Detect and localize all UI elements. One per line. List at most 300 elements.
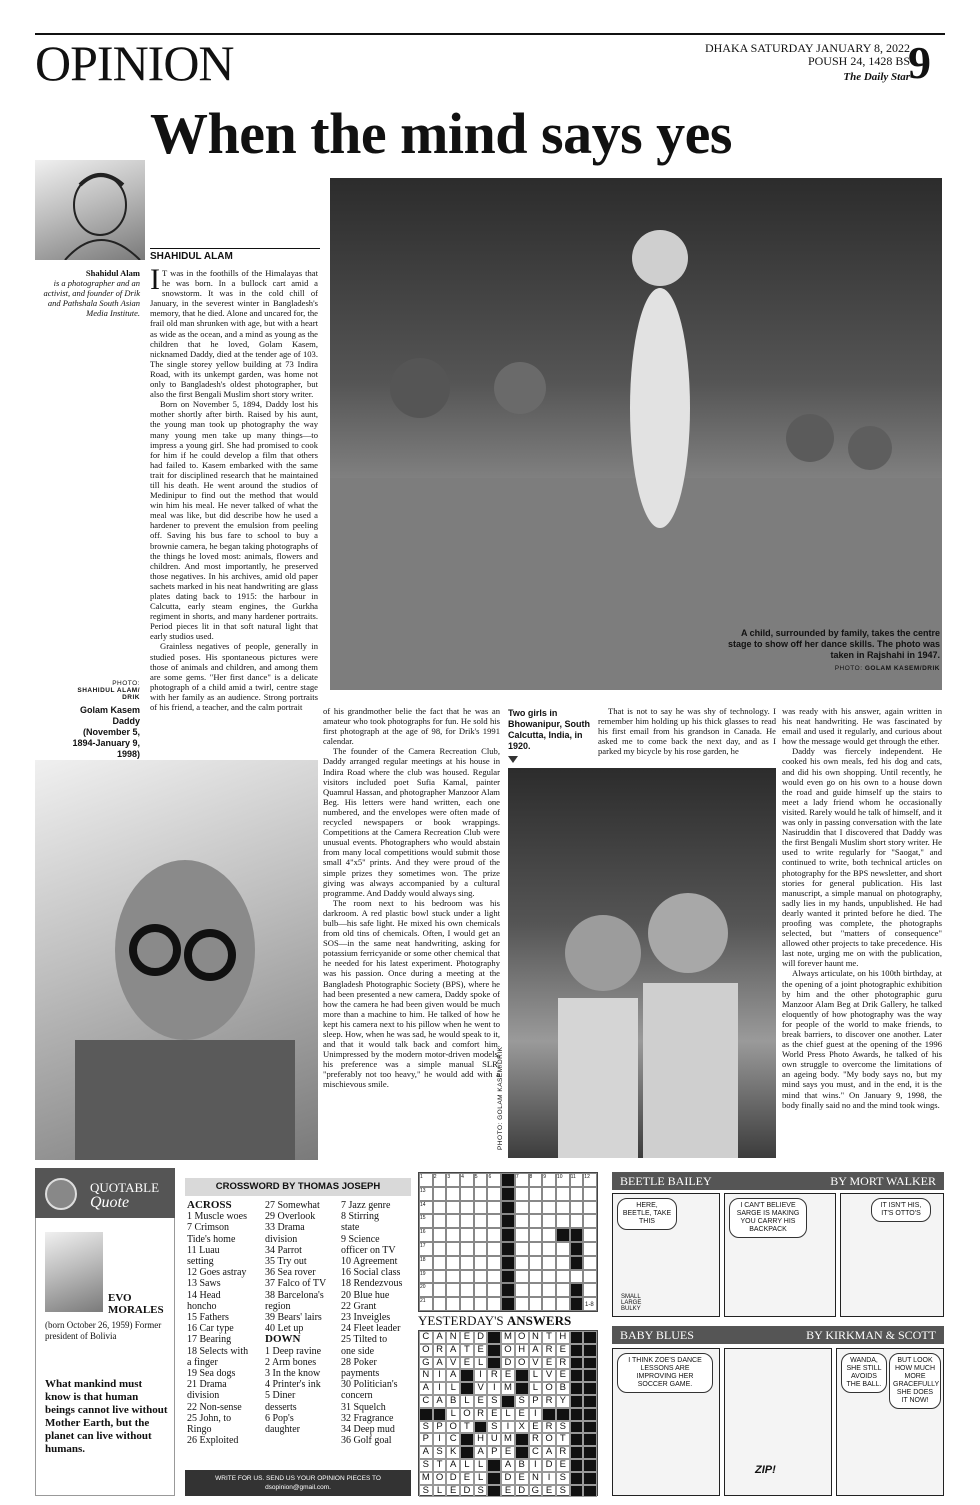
crossword-cell[interactable]: 19 [419, 1270, 433, 1284]
crossword-cell[interactable] [542, 1270, 556, 1284]
crossword-cell[interactable] [542, 1187, 556, 1201]
crossword-cell[interactable] [529, 1297, 543, 1311]
crossword-cell[interactable]: 2 [433, 1173, 447, 1187]
answer-cell: V [542, 1369, 556, 1382]
answer-cell: S [419, 1421, 433, 1434]
answer-cell: R [433, 1344, 447, 1357]
crossword-cell[interactable] [433, 1283, 447, 1297]
answer-cell: E [460, 1331, 474, 1344]
crossword-cell[interactable]: 10 [556, 1173, 570, 1187]
quotable-title: QUOTABLE Quote [90, 1180, 160, 1211]
answer-cell: A [433, 1395, 447, 1408]
crossword-cell[interactable]: 5 [474, 1173, 488, 1187]
portrait-caption: PHOTO: SHAHIDUL ALAM/ DRIK Golam Kasem Daddy (November 5, 1894-January 9, 1998) [70, 680, 140, 771]
answer-cell: T [542, 1331, 556, 1344]
answer-cell: D [501, 1357, 515, 1370]
crossword-cell[interactable] [570, 1228, 584, 1242]
crossword-cell[interactable]: 11 [570, 1173, 584, 1187]
answer-cell: L [529, 1369, 543, 1382]
crossword-cell[interactable] [542, 1228, 556, 1242]
crossword-cell[interactable]: 1 [419, 1173, 433, 1187]
crossword-cell[interactable] [487, 1242, 501, 1256]
answer-cell: U [487, 1433, 501, 1446]
crossword-cell[interactable] [529, 1214, 543, 1228]
answer-cell: L [460, 1459, 474, 1472]
write-for-us-bar[interactable]: WRITE FOR US. SEND US YOUR OPINION PIECES TO dsopinion@gmail.com. [185, 1470, 411, 1496]
crossword-cell[interactable] [542, 1297, 556, 1311]
crossword-cell[interactable] [474, 1214, 488, 1228]
crossword-cell[interactable] [460, 1297, 474, 1311]
answer-cell: I [529, 1459, 543, 1472]
crossword-cell[interactable] [501, 1242, 515, 1256]
answer-cell: R [487, 1369, 501, 1382]
answer-cell: C [529, 1446, 543, 1459]
byline[interactable]: SHAHIDUL ALAM [150, 248, 320, 262]
crossword-cell[interactable] [515, 1187, 529, 1201]
crossword-clue: payments [341, 1368, 380, 1380]
crossword-cell[interactable] [446, 1297, 460, 1311]
crossword-cell[interactable]: 4 [460, 1173, 474, 1187]
answer-cell: N [529, 1472, 543, 1485]
answer-cell: E [515, 1408, 529, 1421]
crossword-cell[interactable] [501, 1214, 515, 1228]
quote-icon [45, 1178, 77, 1210]
crossword-cell[interactable] [446, 1242, 460, 1256]
crossword-cell[interactable] [529, 1242, 543, 1256]
crossword-cell[interactable] [474, 1270, 488, 1284]
crossword-cell[interactable] [542, 1242, 556, 1256]
crossword-clue: a finger [187, 1356, 218, 1368]
crossword-cell[interactable] [529, 1228, 543, 1242]
answer-cell: S [474, 1485, 488, 1498]
crossword-cell[interactable] [529, 1201, 543, 1215]
answer-cell: D [515, 1485, 529, 1498]
answer-cell: S [419, 1485, 433, 1498]
crossword-cell[interactable] [487, 1228, 501, 1242]
crossword-cell[interactable] [570, 1283, 584, 1297]
answer-cell: T [460, 1421, 474, 1434]
crossword-cell[interactable] [474, 1201, 488, 1215]
answer-cell: I [433, 1433, 447, 1446]
crossword-cell[interactable] [460, 1201, 474, 1215]
crossword-cell[interactable] [446, 1270, 460, 1284]
answer-cell: V [529, 1357, 543, 1370]
crossword-clue: 33 Drama [265, 1222, 305, 1234]
crossword-cell[interactable] [460, 1187, 474, 1201]
main-photo-dance[interactable] [330, 178, 942, 690]
answer-cell: P [433, 1421, 447, 1434]
crossword-cell[interactable] [583, 1242, 597, 1256]
crossword-clue: 34 Parrot [265, 1244, 302, 1256]
crossword-cell[interactable] [515, 1283, 529, 1297]
crossword-cell[interactable] [515, 1214, 529, 1228]
crossword-cell[interactable] [583, 1214, 597, 1228]
answer-cell [570, 1459, 584, 1472]
crossword-clue: 36 Sea rover [265, 1267, 316, 1279]
answer-cell [583, 1446, 597, 1459]
answer-cell: C [419, 1331, 433, 1344]
crossword-clue: daughter [265, 1424, 300, 1436]
crossword-cell[interactable] [583, 1228, 597, 1242]
crossword-clue: 25 Tilted to [341, 1334, 388, 1346]
crossword-cell[interactable] [501, 1270, 515, 1284]
crossword-clue: one side [341, 1345, 375, 1357]
girls-caption: Two girls in Bhowanipur, South Calcutta, India, in 1920. [508, 708, 594, 763]
crossword-cell[interactable] [583, 1270, 597, 1284]
answer-cell: L [474, 1357, 488, 1370]
answer-cell: A [501, 1459, 515, 1472]
crossword-cell[interactable] [570, 1256, 584, 1270]
crossword-cell[interactable] [515, 1297, 529, 1311]
answer-cell: C [419, 1395, 433, 1408]
answer-cell: H [515, 1344, 529, 1357]
girls-photo[interactable] [508, 768, 776, 1158]
portrait-photo-kasem[interactable] [35, 760, 318, 1160]
crossword-cell[interactable] [501, 1283, 515, 1297]
answer-cell: X [515, 1421, 529, 1434]
crossword-cell[interactable] [529, 1256, 543, 1270]
crossword-cell[interactable] [515, 1270, 529, 1284]
beetle-panel-1: HERE, BEETLE, TAKE THIS SMALL LARGE BULKY [612, 1193, 720, 1317]
answer-cell: R [542, 1421, 556, 1434]
crossword-cell[interactable] [487, 1214, 501, 1228]
crossword-cell[interactable] [501, 1256, 515, 1270]
answer-cell: M [501, 1331, 515, 1344]
crossword-cell[interactable] [433, 1297, 447, 1311]
answer-cell [487, 1485, 501, 1498]
answer-cell [570, 1446, 584, 1459]
answer-cell [583, 1331, 597, 1344]
crossword-clue: 16 Car type [187, 1323, 234, 1335]
answer-cell: P [419, 1433, 433, 1446]
crossword-clue: 34 Deep mud [341, 1424, 395, 1436]
answer-cell: E [556, 1459, 570, 1472]
baby-panel-1: I THINK ZOE'S DANCE LESSONS ARE IMPROVING HER SOCCER GAME. [612, 1348, 720, 1496]
crossword-cell[interactable] [446, 1283, 460, 1297]
crossword-clues-col-2: 27 Somewhat 29 Overlook 33 Drama division 34 Parrot 35 Try out 36 Sea rover 37 Falco of TV 38 Barcelona's region 39 Bears' lairs 40 Let up DOWN 1 Deep ravine 2 Arm bones 3 In the know 4 Printer's ink 5 Diner desserts 6 Pop's daughter [265, 1200, 339, 1435]
crossword-clue: honcho [187, 1300, 217, 1312]
crossword-cell[interactable] [487, 1270, 501, 1284]
crossword-cell[interactable] [556, 1283, 570, 1297]
baby-blues-header: BABY BLUES BY KIRKMAN & SCOTT [612, 1326, 944, 1344]
answer-cell: C [446, 1433, 460, 1446]
crossword-cell[interactable] [583, 1256, 597, 1270]
answer-cell: A [446, 1459, 460, 1472]
crossword-cell[interactable] [487, 1187, 501, 1201]
answer-cell: O [515, 1331, 529, 1344]
crossword-cell[interactable] [501, 1228, 515, 1242]
answer-cell: T [556, 1433, 570, 1446]
crossword-cell[interactable]: 3 [446, 1173, 460, 1187]
crossword-cell[interactable] [487, 1256, 501, 1270]
answer-cell: R [556, 1446, 570, 1459]
crossword-cell[interactable] [529, 1283, 543, 1297]
crossword-clue: 1 Muscle woes [187, 1211, 247, 1223]
crossword-clue: 20 Blue hue [341, 1289, 390, 1301]
crossword-cell[interactable] [433, 1242, 447, 1256]
crossword-clue: 10 Agreement [341, 1256, 398, 1268]
section-title: OPINION [35, 35, 234, 91]
portrait-figure [35, 760, 318, 1160]
crossword-cell[interactable] [433, 1201, 447, 1215]
beetle-panel-3: IT ISN'T HIS, IT'S OTTO'S [840, 1193, 944, 1317]
crossword-cell[interactable]: 18 [419, 1256, 433, 1270]
answer-cell [583, 1433, 597, 1446]
crossword-clue: 40 Let up [265, 1323, 304, 1335]
answer-cell: V [474, 1382, 488, 1395]
article-col-3: That is not to say he was shy of technology. I remember him holding up his thick glasses to read his first email from his grandson in Canada. He asked me to come back the next day, and as I parked my bicycle by his rose garden, he [598, 706, 776, 757]
crossword-cell[interactable]: 9 [542, 1173, 556, 1187]
crossword-cell[interactable] [583, 1187, 597, 1201]
crossword-cell[interactable] [556, 1242, 570, 1256]
crossword-cell[interactable] [556, 1201, 570, 1215]
crossword-cell[interactable]: 7 [515, 1173, 529, 1187]
crossword-cell[interactable] [583, 1201, 597, 1215]
answer-cell [583, 1344, 597, 1357]
crossword-cell[interactable] [433, 1187, 447, 1201]
girls-credit: PHOTO: GOLAM KASEM/DRIK [497, 1046, 504, 1150]
crossword-cell[interactable] [501, 1297, 515, 1311]
quote-person-details: (born October 26, 1959) Former president of Bolivia [45, 1320, 162, 1341]
answer-cell: N [446, 1331, 460, 1344]
answer-cell [515, 1369, 529, 1382]
answer-cell [460, 1433, 474, 1446]
crossword-cell[interactable] [515, 1201, 529, 1215]
crossword-cell[interactable]: 21 [419, 1297, 433, 1311]
crossword-cell[interactable]: 12 [583, 1173, 597, 1187]
answers-grid [418, 1330, 598, 1496]
crossword-cell[interactable] [474, 1297, 488, 1311]
crossword-cell[interactable] [570, 1201, 584, 1215]
crossword-cell[interactable] [446, 1187, 460, 1201]
crossword-cell[interactable] [446, 1214, 460, 1228]
crossword-cell[interactable]: 16 [419, 1228, 433, 1242]
answer-cell: D [446, 1472, 460, 1485]
answer-cell: B [515, 1459, 529, 1472]
crossword-cell[interactable] [474, 1256, 488, 1270]
answer-cell: L [474, 1459, 488, 1472]
crossword-cell[interactable] [474, 1187, 488, 1201]
answer-cell: B [556, 1382, 570, 1395]
answer-cell [570, 1344, 584, 1357]
answer-cell: E [556, 1344, 570, 1357]
answer-cell: E [460, 1472, 474, 1485]
answer-cell: M [419, 1472, 433, 1485]
answer-cell [460, 1446, 474, 1459]
author-bio: Shahidul Alam is a photographer and an activist, and founder of Drik and Pathshala South Asian Media Institute. [43, 268, 140, 318]
answer-cell: E [501, 1369, 515, 1382]
crossword-cell[interactable] [446, 1201, 460, 1215]
crossword-cell[interactable] [570, 1242, 584, 1256]
crossword-cell[interactable] [583, 1283, 597, 1297]
crossword-cell[interactable] [570, 1297, 584, 1311]
answer-cell: I [487, 1382, 501, 1395]
crossword-cell[interactable] [501, 1173, 515, 1187]
crossword-clue: 5 Diner [265, 1390, 296, 1402]
crossword-cell[interactable] [515, 1228, 529, 1242]
answer-cell: O [542, 1433, 556, 1446]
answer-cell: L [433, 1485, 447, 1498]
crossword-cell[interactable] [501, 1201, 515, 1215]
crossword-cell[interactable]: 17 [419, 1242, 433, 1256]
crossword-header: CROSSWORD BY THOMAS JOSEPH [185, 1178, 411, 1196]
answer-cell [487, 1459, 501, 1472]
answer-cell: P [487, 1446, 501, 1459]
crossword-clue: 24 Fleet leader [341, 1323, 401, 1335]
crossword-cell[interactable]: 15 [419, 1214, 433, 1228]
crossword-cell[interactable] [474, 1228, 488, 1242]
answer-cell [583, 1421, 597, 1434]
crossword-clue: 36 Golf goal [341, 1435, 392, 1447]
answer-cell [460, 1382, 474, 1395]
crossword-cell[interactable] [556, 1297, 570, 1311]
crossword-cell[interactable] [570, 1214, 584, 1228]
crossword-cell[interactable]: 13 [419, 1187, 433, 1201]
answer-cell: A [529, 1344, 543, 1357]
answer-cell [419, 1408, 433, 1421]
crossword-clue: state [341, 1222, 360, 1234]
crossword-cell[interactable] [556, 1228, 570, 1242]
answer-cell [474, 1421, 488, 1434]
main-photo-figures [330, 178, 942, 690]
answer-cell [570, 1472, 584, 1485]
author-sketch-drawing [35, 160, 145, 260]
crossword-clue: 19 Sea dogs [187, 1368, 236, 1380]
crossword-cell[interactable] [542, 1256, 556, 1270]
crossword-cell[interactable] [460, 1228, 474, 1242]
crossword-cell[interactable]: 8 [529, 1173, 543, 1187]
crossword-clue: 7 Jazz genre [341, 1200, 391, 1211]
crossword-cell[interactable] [460, 1256, 474, 1270]
crossword-clue: 27 Somewhat [265, 1200, 320, 1211]
crossword-cell[interactable]: 6 [487, 1173, 501, 1187]
crossword-grid[interactable] [418, 1172, 598, 1312]
crossword-cell[interactable] [529, 1270, 543, 1284]
crossword-cell[interactable] [446, 1256, 460, 1270]
answer-cell: E [487, 1408, 501, 1421]
crossword-clue: 9 Science [341, 1233, 380, 1245]
crossword-clue: 18 Selects with [187, 1345, 249, 1357]
crossword-cell[interactable] [556, 1270, 570, 1284]
answer-cell [570, 1433, 584, 1446]
crossword-cell[interactable] [433, 1256, 447, 1270]
dateline: DHAKA SATURDAY JANUARY 8, 2022 POUSH 24, 1428 BS [704, 41, 910, 68]
answer-cell: E [542, 1485, 556, 1498]
answer-cell [570, 1357, 584, 1370]
crossword-clue: 39 Bears' lairs [265, 1312, 322, 1324]
crossword-cell[interactable] [460, 1242, 474, 1256]
crossword-cell[interactable] [460, 1214, 474, 1228]
answer-cell: E [474, 1344, 488, 1357]
crossword-cell[interactable]: 20 [419, 1283, 433, 1297]
crossword-cell[interactable] [570, 1187, 584, 1201]
crossword-cell[interactable] [542, 1214, 556, 1228]
answer-cell: I [433, 1382, 447, 1395]
answer-cell: O [433, 1472, 447, 1485]
answer-cell: O [515, 1357, 529, 1370]
crossword-cell[interactable] [487, 1297, 501, 1311]
answer-cell [583, 1459, 597, 1472]
crossword-cell[interactable] [556, 1256, 570, 1270]
answer-cell: G [419, 1357, 433, 1370]
crossword-clue: 31 Squelch [341, 1401, 386, 1413]
crossword-cell[interactable]: 14 [419, 1201, 433, 1215]
answer-cell: N [419, 1369, 433, 1382]
crossword-cell[interactable] [460, 1270, 474, 1284]
answer-cell: E [460, 1357, 474, 1370]
answer-cell: L [529, 1382, 543, 1395]
crossword-cell[interactable] [433, 1214, 447, 1228]
crossword-clue: 13 Saws [187, 1278, 221, 1290]
crossword-clue: 14 Head [187, 1289, 221, 1301]
crossword-cell[interactable] [474, 1283, 488, 1297]
crossword-clue: 12 Goes astray [187, 1267, 247, 1279]
answer-cell: S [419, 1459, 433, 1472]
crossword-clue: 29 Overlook [265, 1211, 316, 1223]
answer-cell: O [501, 1344, 515, 1357]
answer-cell: A [419, 1446, 433, 1459]
answer-cell [487, 1331, 501, 1344]
crossword-cell[interactable] [446, 1228, 460, 1242]
crossword-cell[interactable] [501, 1187, 515, 1201]
answer-cell: E [446, 1485, 460, 1498]
crossword-cell[interactable] [487, 1201, 501, 1215]
crossword-clue: 22 Grant [341, 1300, 377, 1312]
answer-cell: A [446, 1369, 460, 1382]
crossword-clue: 23 Inveigles [341, 1312, 391, 1324]
masthead-logo: The Daily Star [843, 71, 910, 83]
crossword-cell[interactable] [515, 1256, 529, 1270]
crossword-cell[interactable] [487, 1283, 501, 1297]
headline[interactable]: When the mind says yes [150, 101, 732, 166]
answer-cell: D [460, 1485, 474, 1498]
article-col-1: I T was in the foothills of the Himalayas that he was born. In a bullock cart amid a snowstorm. It was in the cold chill of January, in the severest winter in Bangladesh's memory, that he died. Alone and uncared for, the frail old man shrunken with age, but with a heart as wide as the ocean, and a mind as young as the children that he loved, Golam Kasem, nicknamed Daddy, died at the tender age of 103. The single storey yellow building at 73 Indira Road, with its unkempt garden, was home not only to Bangladesh's oldest photographer, but also the first Bengali Muslim short story writer. Born on November 5, 1894, Daddy lost his mother shortly after birth. Raised by his aunt, the young man took up photography the way many young men take up many things—to impress a young girl. She had promised to cook for him if he could develop a film that others had failed to. Kasem embarked with the same trait for disciplined research that he maintained till his death. He went around the studios of Medinipur to find out the method that would win him his meal. He never talked of what the meal was like, but did describe how he used a hardener to prevent the emulsion from peeling off. Saving his bus fare to school to buy a brownie camera, he began taking photographs of the things he loved most: animals, flowers and children. And most importantly, he preserved those negatives. In his archives, amid old paper sachets marked in his neat handwriting are glass plates dating back to 1915: the harbour in Calcutta, early steam engines, the Gurkha regiment in shorts, and many hardener portraits. Period pieces lit in that soft natural light that early studios used. Grainless negatives of people, generally in studied poses. His spontaneous pictures were those of animals and children, and among them are some gems. "Her first dance" is a delicate photograph of a child amid a twirl, centre stage with her family as an audience. Strong portraits of his friend, a teacher, and the calm portrait [150, 268, 318, 713]
crossword-cell[interactable] [542, 1283, 556, 1297]
answer-cell: A [419, 1382, 433, 1395]
crossword-cell[interactable] [556, 1187, 570, 1201]
crossword-clue: 16 Social class [341, 1267, 401, 1279]
crossword-cell[interactable] [570, 1270, 584, 1284]
beetle-bailey-header: BEETLE BAILEY BY MORT WALKER [612, 1172, 944, 1190]
answer-cell: L [446, 1382, 460, 1395]
baby-panel-2: ZIP! [724, 1348, 832, 1496]
crossword-clue: 18 Rendezvous [341, 1278, 403, 1290]
crossword-clue: Ringo [187, 1424, 212, 1436]
crossword-clue: 4 Printer's ink [265, 1379, 321, 1391]
crossword-cell[interactable] [433, 1270, 447, 1284]
answer-cell: I [542, 1472, 556, 1485]
crossword-cell[interactable] [529, 1187, 543, 1201]
crossword-cell[interactable] [556, 1214, 570, 1228]
answer-cell: B [446, 1395, 460, 1408]
crossword-clue: 7 Crimson [187, 1222, 229, 1234]
answer-cell [583, 1472, 597, 1485]
answer-cell [583, 1382, 597, 1395]
crossword-cell[interactable] [460, 1283, 474, 1297]
crossword-cell[interactable] [474, 1242, 488, 1256]
answer-cell: E [474, 1395, 488, 1408]
crossword-cell[interactable] [542, 1201, 556, 1215]
answer-cell: S [487, 1395, 501, 1408]
crossword-clue: setting [187, 1256, 214, 1268]
answer-cell: A [446, 1344, 460, 1357]
crossword-clue: 38 Barcelona's [265, 1289, 324, 1301]
answer-cell: O [460, 1408, 474, 1421]
crossword-cell[interactable] [515, 1242, 529, 1256]
crossword-cell[interactable] [433, 1228, 447, 1242]
answer-cell [570, 1382, 584, 1395]
author-sketch [35, 160, 145, 260]
